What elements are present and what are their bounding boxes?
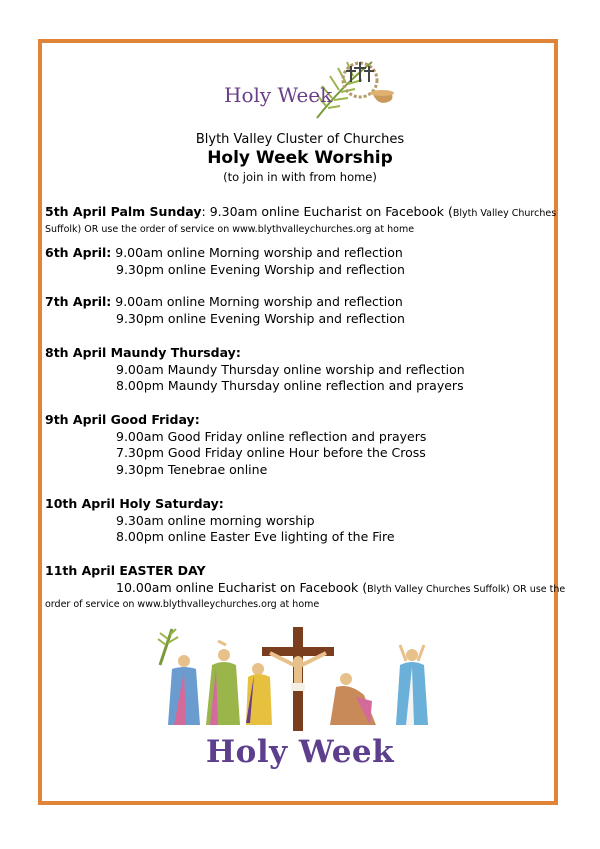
day-label: 9th April Good Friday: (45, 412, 200, 427)
day-label: 6th April: (45, 245, 112, 260)
schedule-item: 9.00am Good Friday online reflection and prayers (116, 428, 427, 444)
organization-name: Blyth Valley Cluster of Churches (195, 132, 405, 147)
page-subtitle: (to join in with from home) (223, 170, 377, 184)
schedule-item: 9.30am online morning worship (116, 512, 315, 528)
day-label: 5th April Palm Sunday (45, 204, 202, 219)
figure-mary-icon (246, 663, 272, 725)
schedule-palm-sunday (45, 204, 555, 237)
schedule-7th-april (45, 294, 555, 327)
schedule-item: 8.00pm Maundy Thursday online reflection and prayers (116, 378, 464, 393)
schedule-easter-day (45, 563, 566, 612)
page-title: Holy Week Worship (207, 148, 393, 168)
day-small-text: Suffolk) OR use the order of service on www.blythvalleychurches.org at home (45, 223, 415, 235)
holy-week-logo (222, 56, 400, 120)
schedule-item: 9.30pm Tenebrae online (116, 461, 268, 477)
schedule-item: 8.00pm online Easter Eve lighting of the Fire (116, 529, 395, 544)
day-label: 11th April EASTER DAY (45, 563, 206, 578)
figure-kneeling-icon (330, 673, 376, 725)
schedule-item: 9.00am online Morning worship and reflection (111, 294, 403, 309)
figure-praying-icon (206, 641, 240, 725)
logo-text: Holy Week (224, 83, 333, 107)
footer-title: Holy Week (205, 734, 395, 770)
schedule-item: 9.00am online Morning worship and reflection (111, 245, 403, 260)
schedule-good-friday (45, 412, 555, 478)
figure-palm-bearer-icon (158, 629, 200, 725)
day-label: 10th April Holy Saturday: (45, 496, 224, 511)
schedule-maundy-thursday (45, 345, 555, 395)
figure-raised-arms-icon (396, 645, 428, 725)
day-small-text: Blyth Valley Churches (452, 208, 557, 219)
schedule-6th-april (45, 245, 555, 278)
day-label: 8th April Maundy Thursday: (45, 345, 241, 360)
schedule-holy-saturday (45, 496, 555, 546)
crucifix-icon (262, 627, 334, 731)
holy-week-illustration (150, 625, 450, 737)
schedule-item: 10.00am online Eucharist on Facebook ( (116, 579, 368, 595)
chalice-icon (370, 90, 394, 103)
day-small-text: Blyth Valley Churches Suffolk) OR use the (367, 583, 566, 595)
day-small-text: order of service on www.blythvalleychurches.org at home (45, 599, 320, 610)
schedule-item: 9.30pm online Evening Worship and reflection (116, 261, 405, 277)
schedule-item: 7.30pm Good Friday online Hour before the Cross (116, 445, 426, 460)
day-text: : 9.30am online Eucharist on Facebook ( (201, 204, 453, 219)
schedule-item: 9.30pm online Evening Worship and reflection (116, 310, 405, 326)
schedule-item: 9.00am Maundy Thursday online worship and reflection (116, 361, 465, 377)
day-label: 7th April: (45, 294, 112, 309)
